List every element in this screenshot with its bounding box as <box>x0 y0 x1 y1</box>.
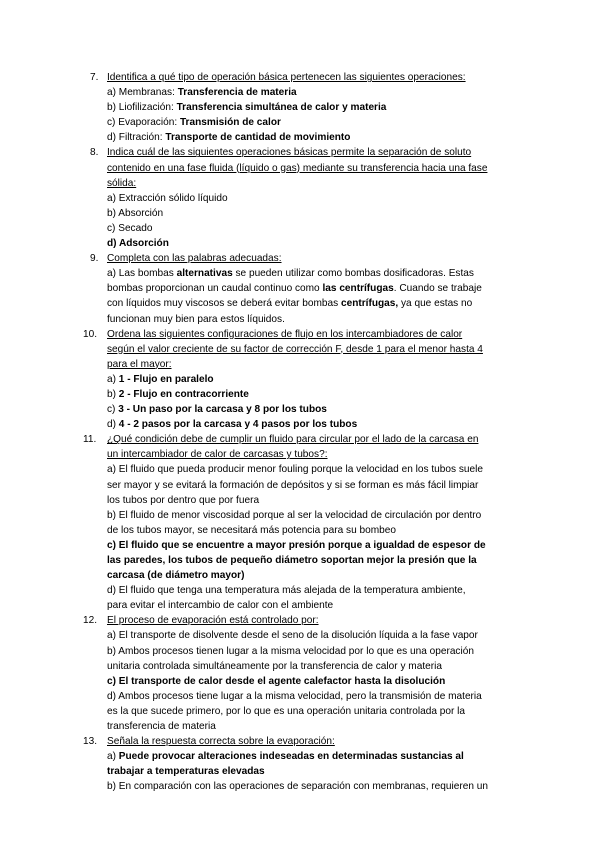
question-title-line: sólida: <box>107 177 137 189</box>
question-12 <box>83 613 530 734</box>
question-title: Señala la respuesta correcta sobre la evaporación: <box>107 736 335 748</box>
answer-c-correct-line: carcasa (de diámetro mayor) <box>107 570 245 582</box>
answer-b: b) 2 - Flujo en contracorriente <box>107 388 249 400</box>
question-title: El proceso de evaporación está controlado por: <box>107 615 319 627</box>
question-title-line: Ordena las siguientes configuraciones de flujo en los intercambiadores de calor <box>107 328 463 340</box>
question-number: 12. <box>83 615 98 627</box>
answer-b-line: b) Ambos procesos tienen lugar a la misma velocidad por lo que es una operación <box>107 645 474 657</box>
answer-d: d) Filtración: Transporte de cantidad de movimiento <box>107 132 351 144</box>
question-number: 13. <box>83 736 98 748</box>
answer-d-line: es la que sucede primero, por lo que es una operación unitaria controlada por la <box>107 705 465 717</box>
question-11 <box>83 432 530 613</box>
answer-d-line: para evitar el intercambio de calor con el ambiente <box>107 600 334 612</box>
answer-a-line: a) El fluido que pueda producir menor fouling porque la velocidad en los tubos suele <box>107 464 483 476</box>
answer-c-correct-line: las paredes, los tubos de pequeño diámetro soportan mejor la presión que la <box>107 555 477 566</box>
question-number: 7. <box>90 72 99 83</box>
question-title-line: un intercambiador de calor de carcasas y tubos?: <box>107 449 328 461</box>
question-title: Identifica a qué tipo de operación básica pertenecen las siguientes operaciones: <box>107 72 466 83</box>
question-number: 10. <box>83 328 98 340</box>
answer-b: b) Liofilización: Transferencia simultánea de calor y materia <box>107 102 387 114</box>
question-8 <box>90 145 530 251</box>
question-10 <box>83 327 530 433</box>
question-title-line: ¿Qué condición debe de cumplir un fluido para circular por el lado de la carcasa en <box>107 434 479 446</box>
answer-b: b) Absorción <box>107 207 164 219</box>
answer-line: funcionan muy bien para estos líquidos. <box>107 313 285 325</box>
question-title-line: Indica cuál de las siguientes operaciones básicas permite la separación de soluto <box>107 147 472 159</box>
answer-a-line: los tubos por dentro que por fuera <box>107 494 260 506</box>
answer-a-correct-line: trabajar a temperaturas elevadas <box>107 766 265 778</box>
answer-d: d) 4 - 2 pasos por la carcasa y 4 pasos por los tubos <box>107 419 358 431</box>
question-7 <box>90 70 530 145</box>
answer-c-correct-line: c) El fluido que se encuentre a mayor presión porque a igualdad de espesor de <box>107 539 486 551</box>
answer-b-line: b) En comparación con las operaciones de separación con membranas, requieren un <box>107 781 488 793</box>
answer-a: a) 1 - Flujo en paralelo <box>107 373 214 385</box>
question-number: 8. <box>90 147 99 159</box>
question-number: 9. <box>90 253 99 265</box>
answer-a-correct-line: a) Puede provocar alteraciones indeseadas en determinadas sustancias al <box>107 751 464 763</box>
question-title-line: para el mayor: <box>107 358 172 370</box>
question-title-line: contenido en una fase fluida (líquido o gas) mediante su transferencia hacia una fase <box>107 162 488 174</box>
answer-a: a) Extracción sólido líquido <box>107 192 228 204</box>
answer-a: a) Membranas: Transferencia de materia <box>107 87 297 99</box>
answer-d-line: d) Ambos procesos tiene lugar a la misma velocidad, pero la transmisión de materia <box>107 690 482 702</box>
answer-line: con líquidos muy viscosos se deberá evitar bombas centrífugas, ya que estas no <box>107 298 473 310</box>
question-number: 11. <box>83 434 97 446</box>
answer-b-line: b) El fluido de menor viscosidad porque al ser la velocidad de circulación por dentro <box>107 509 482 521</box>
answer-c: c) 3 - Un paso por la carcasa y 8 por los tubos <box>107 404 327 416</box>
answer-d-line: transferencia de materia <box>107 721 216 733</box>
answer-line: a) Las bombas alternativas se pueden utilizar como bombas dosificadoras. Estas <box>107 268 474 280</box>
question-9 <box>90 251 530 326</box>
answer-c: c) Evaporación: Transmisión de calor <box>107 117 281 129</box>
question-13 <box>83 734 530 794</box>
answer-d-line: d) El fluido que tenga una temperatura más alejada de la temperatura ambiente, <box>107 585 466 597</box>
answer-c: c) Secado <box>107 222 153 234</box>
document-body <box>83 70 530 795</box>
answer-a-line: ser mayor y se evitará la formación de depósitos y si se forman es más fácil limpiar <box>107 479 479 491</box>
answer-d-correct: d) Adsorción <box>107 238 169 250</box>
answer-b-line: unitaria controlada simultáneamente por la transferencia de calor y materia <box>107 660 442 672</box>
answer-c-correct: c) El transporte de calor desde el agente calefactor hasta la disolución <box>107 675 446 687</box>
question-title-line: según el valor creciente de su factor de corrección F, desde 1 para el menor hasta 4 <box>107 343 483 355</box>
answer-b-line: de los tubos mayor, se necesitará más potencia para su bombeo <box>107 524 396 536</box>
question-title: Completa con las palabras adecuadas: <box>107 253 282 265</box>
answer-line: bombas proporcionan un caudal continuo como las centrífugas. Cuando se trabaje <box>107 283 482 295</box>
answer-a: a) El transporte de disolvente desde el seno de la disolución líquida a la fase vapor <box>107 630 478 642</box>
